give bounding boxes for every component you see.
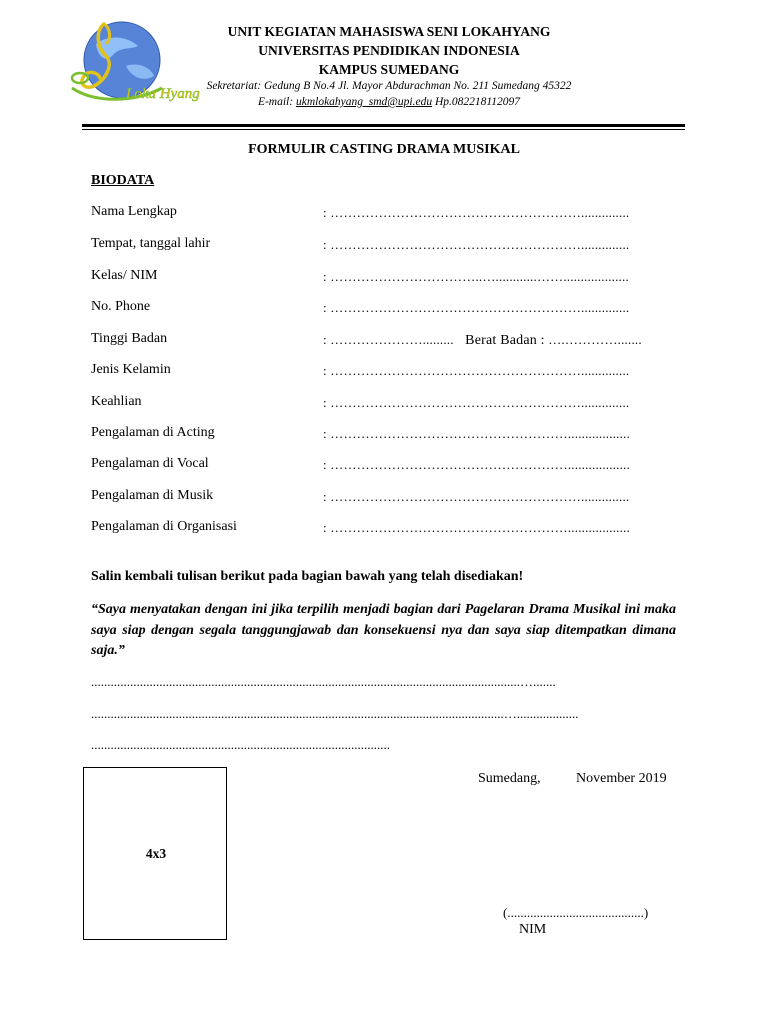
field-input-kelas-nim[interactable]: : ……………………………..…............……................... [323, 269, 629, 284]
field-label-nama: Nama Lengkap [91, 204, 177, 219]
field-input-keahlian[interactable]: : ………………………………………………….............. [323, 395, 630, 410]
email-label: E-mail: [257, 96, 294, 108]
field-label-organisasi: Pengalaman di Organisasi [91, 519, 237, 534]
header-divider-thin [82, 129, 685, 130]
signature-name-line[interactable]: (..........................................) [503, 905, 649, 920]
copy-line-3[interactable]: ............................................................................................ [91, 737, 390, 752]
photo-size-label: 4x3 [145, 846, 167, 861]
field-input-berat[interactable]: ….…………....... [548, 332, 642, 347]
signature-date: November 2019 [576, 771, 667, 786]
copy-instruction: Salin kembali tulisan berikut pada bagian bawah yang telah disediakan! [91, 569, 524, 584]
header-campus: KAMPUS SUMEDANG [318, 62, 460, 77]
copy-line-1[interactable]: ....................................................................................................................................…....... [91, 674, 556, 689]
header-university: UNIVERSITAS PENDIDIKAN INDONESIA [258, 43, 520, 58]
signature-place: Sumedang, [478, 771, 541, 786]
field-label-vocal: Pengalaman di Vocal [91, 456, 209, 471]
header-org-name: UNIT KEGIATAN MAHASISWA SENI LOKAHYANG [227, 24, 551, 39]
signature-nim-label: NIM [519, 922, 547, 937]
logo-wordmark: Loka Hyang [126, 86, 200, 102]
email-link[interactable]: ukmlokahyang_smd@upi.edu [295, 96, 433, 108]
phone-number: Hp.082218112097 [434, 96, 521, 108]
header-address: Sekretariat: Gedung B No.4 Jl. Mayor Abdurachman No. 211 Sumedang 45322 [206, 80, 572, 92]
field-input-tinggi[interactable]: : …………………......... [323, 332, 454, 347]
field-label-tinggi: Tinggi Badan [91, 331, 168, 346]
header-contact [180, 96, 598, 108]
field-input-ttl[interactable]: : ………………………………………………….............. [323, 237, 630, 252]
field-label-berat: Berat Badan : [465, 333, 545, 348]
field-input-phone[interactable]: : ………………………………………………….............. [323, 300, 630, 315]
field-label-keahlian: Keahlian [91, 394, 142, 409]
field-input-jenis-kelamin[interactable]: : ………………………………………………….............. [323, 363, 630, 378]
field-input-nama[interactable]: : ………………………………………………….............. [323, 205, 630, 220]
field-input-tinggi-berat[interactable] [323, 332, 678, 349]
declaration-quote: “Saya menyatakan dengan ini jika terpilih menjadi bagian dari Pagelaran Drama Musikal ini maka saya siap dengan segala tanggungjawab dan konsekuensi nya dan saya siap ditempatkan dimana saja.” [91, 602, 676, 658]
header-divider-thick [82, 124, 685, 127]
copy-line-2[interactable]: ...............................................................................................................................…................... [91, 706, 579, 721]
section-title-biodata: BIODATA [91, 173, 155, 188]
organization-logo [66, 16, 200, 104]
field-label-jenis-kelamin: Jenis Kelamin [91, 362, 171, 377]
field-label-phone: No. Phone [91, 299, 151, 314]
field-input-vocal[interactable]: : ……………………………………………….................. [323, 457, 630, 472]
field-input-acting[interactable]: : ……………………………………………….................. [323, 426, 630, 441]
field-label-kelas-nim: Kelas/ NIM [91, 268, 158, 283]
field-input-organisasi[interactable]: : ……………………………………………….................. [323, 520, 630, 535]
form-title: FORMULIR CASTING DRAMA MUSIKAL [248, 142, 520, 157]
field-label-ttl: Tempat, tanggal lahir [91, 236, 211, 251]
field-label-acting: Pengalaman di Acting [91, 425, 215, 440]
field-label-musik: Pengalaman di Musik [91, 488, 214, 503]
field-input-musik[interactable]: : ………………………………………………….............. [323, 489, 630, 504]
